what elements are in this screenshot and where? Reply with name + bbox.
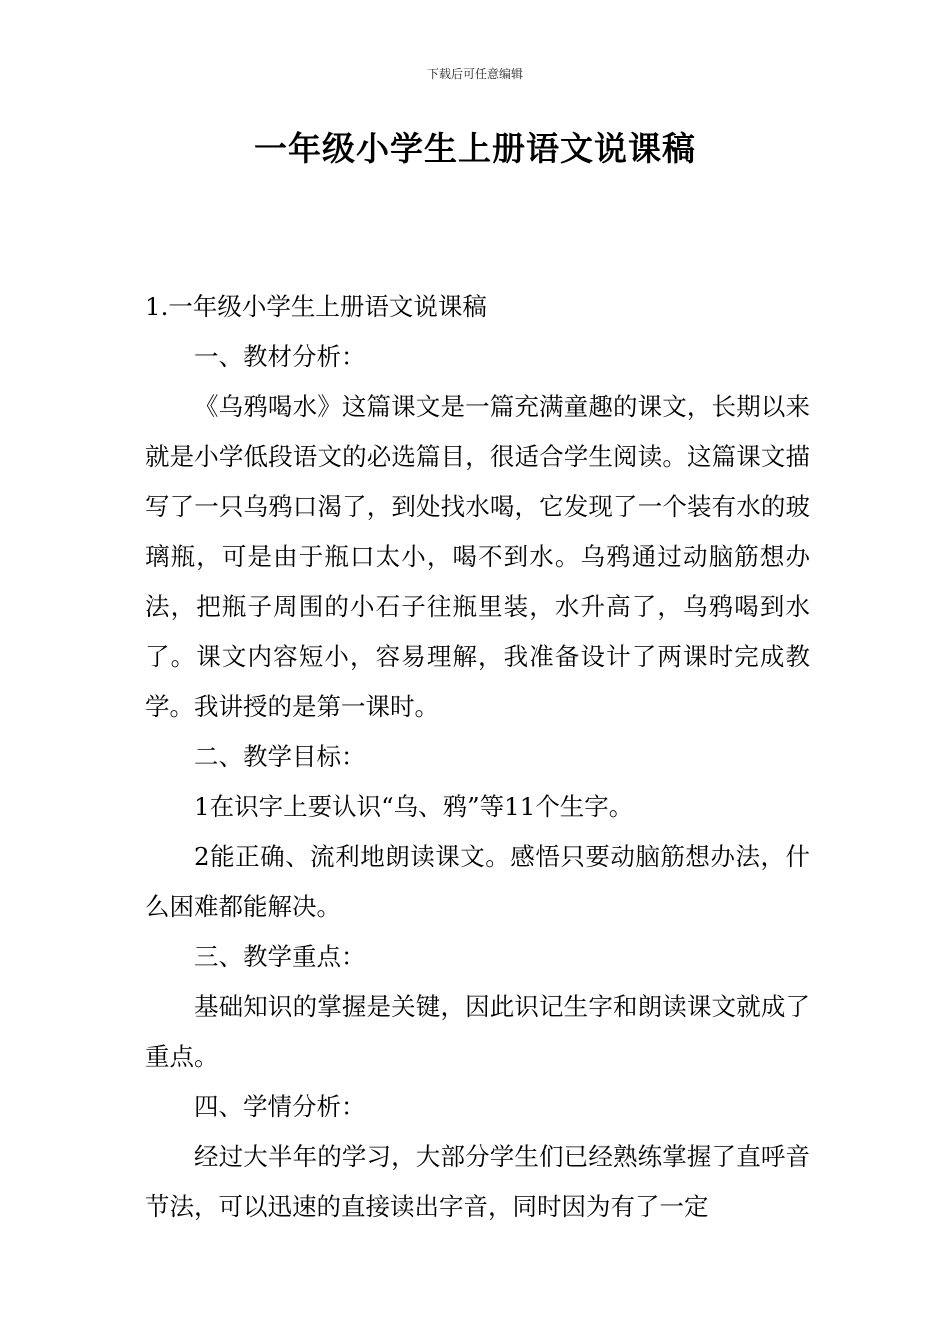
goal-item-2: 2能正确、流利地朗读课文。感悟只要动脑筋想办法，什么困难都能解决。 — [145, 842, 810, 921]
section-heading-teaching-goals: 二、教学目标： — [194, 742, 366, 771]
section-heading-teaching-focus: 三、教学重点： — [194, 942, 366, 971]
paragraph-heading: 1.一年级小学生上册语文说课稿 — [145, 292, 487, 321]
section-heading-student-analysis: 四、学情分析： — [194, 1092, 366, 1121]
paragraph-textbook-analysis: 《乌鸦喝水》这篇课文是一篇充满童趣的课文，长期以来就是小学低段语文的必选篇目，很适合学生阅读。这篇课文描写了一只乌鸦口渴了，到处找水喝，它发现了一个装有水的玻璃瓶，可是由于瓶口太小，喝不到水。乌鸦通过动脑筋想办法，把瓶子周围的小石子往瓶里装，水升高了，乌鸦喝到水了。课文内容短小，容易理解，我准备设计了两课时完成教学。我讲授的是第一课时。 — [145, 392, 810, 721]
paragraph-teaching-focus: 基础知识的掌握是关键，因此识记生字和朗读课文就成了重点。 — [145, 992, 810, 1071]
goal-item-1: 1在识字上要认识“乌、鸦”等11个生字。 — [194, 792, 634, 821]
paragraph-student-analysis: 经过大半年的学习，大部分学生们已经熟练掌握了直呼音节法，可以迅速的直接读出字音，同时因为有了一定 — [145, 1142, 810, 1221]
section-heading-textbook-analysis: 一、教材分析： — [194, 342, 366, 371]
document-body — [145, 282, 810, 1232]
header-note: 下载后可任意编辑 — [426, 67, 523, 81]
document-title: 一年级小学生上册语文说课稿 — [254, 129, 696, 168]
